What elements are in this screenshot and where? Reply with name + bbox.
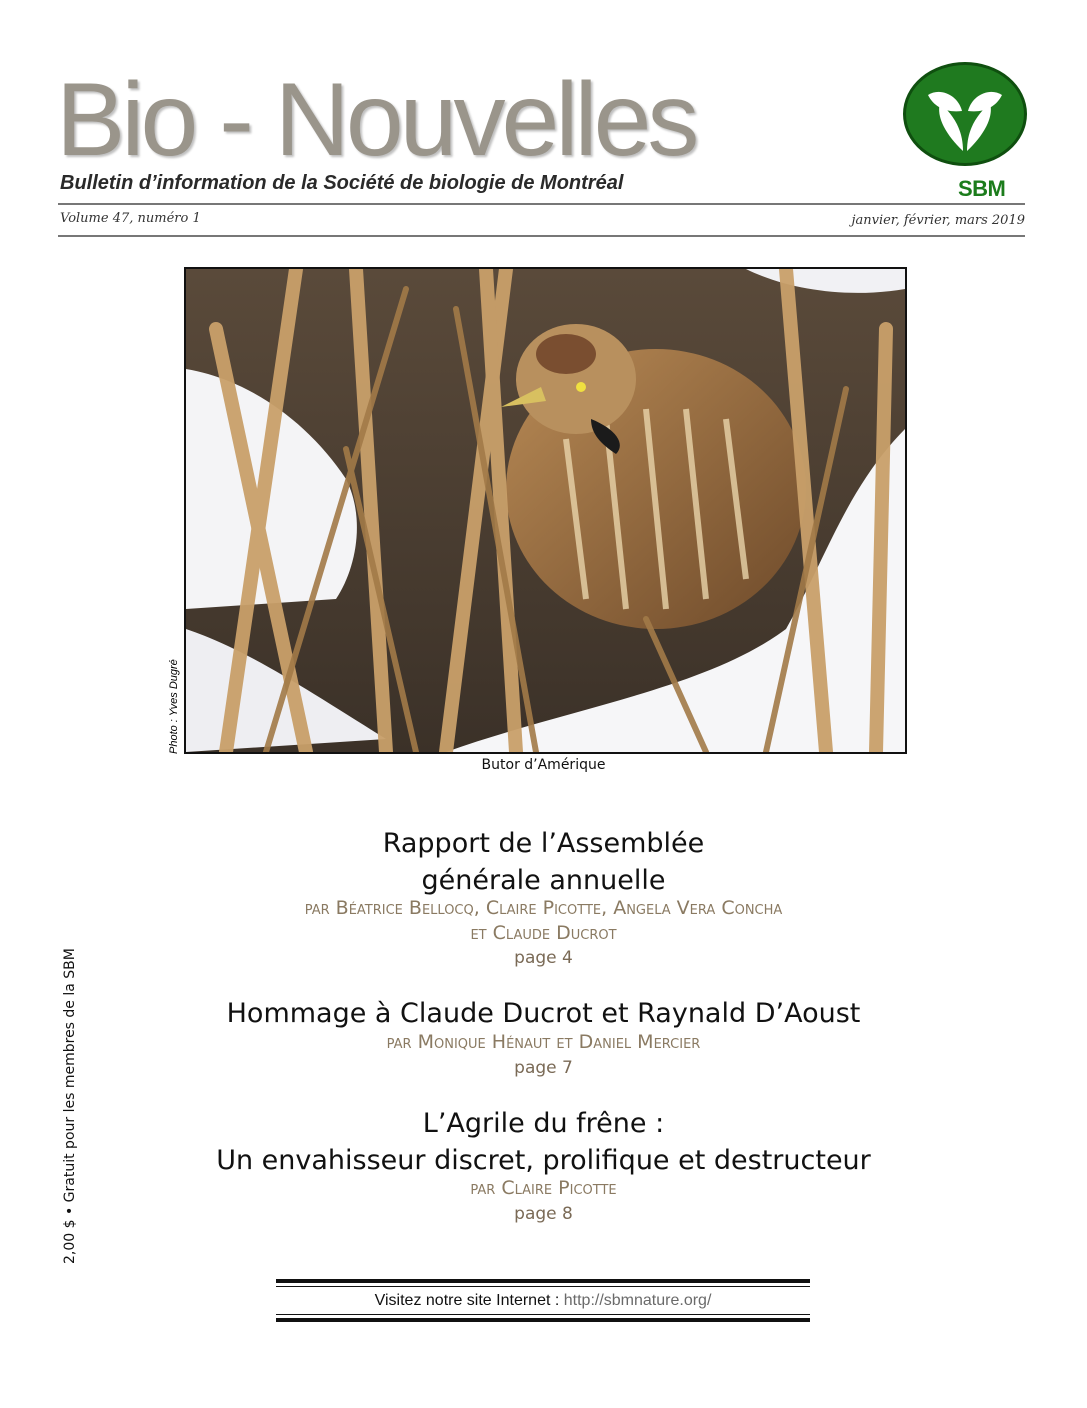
footer-website	[276, 1292, 810, 1310]
volume-number: Volume 47, numéro 1	[60, 211, 201, 226]
footer-label: Visitez notre site Internet :	[374, 1292, 564, 1309]
article-page: page 8	[514, 1204, 573, 1224]
article-title: générale annuelle	[421, 865, 666, 896]
article-title: Hommage à Claude Ducrot et Raynald D’Aoust	[226, 998, 861, 1029]
footer-rule-top	[276, 1279, 810, 1283]
sbm-logo-text: SBM	[958, 176, 1006, 201]
masthead-rule-top	[58, 203, 1025, 205]
masthead-rule-bottom	[58, 235, 1025, 237]
article-byline: par Claire Picotte	[470, 1177, 617, 1199]
leaf-icon	[906, 65, 1024, 163]
article-byline: par Béatrice Bellocq, Claire Picotte, Angela Vera Concha	[304, 897, 783, 919]
article-title: L’Agrile du frêne :	[422, 1108, 665, 1139]
bittern-photo-illustration	[186, 269, 905, 752]
price-note: 2,00 $ • Gratuit pour les membres de la SBM	[62, 948, 78, 1264]
photo-caption: Butor d’Amérique	[481, 757, 606, 773]
photo-credit: Photo : Yves Dugré	[168, 659, 180, 754]
footer-rule-bottom	[276, 1318, 810, 1322]
issue-date: janvier, février, mars 2019	[851, 213, 1025, 228]
website-link[interactable]: http://sbmnature.org/	[563, 1292, 712, 1309]
footer-rule-top-thin	[276, 1286, 810, 1287]
masthead-title: Bio - Nouvelles	[56, 62, 696, 178]
cover-photo	[184, 267, 907, 754]
footer-rule-bottom-thin	[276, 1314, 810, 1315]
article-page: page 4	[514, 948, 573, 968]
article-title: Un envahisseur discret, prolifique et destructeur	[216, 1145, 871, 1176]
article-byline: et Claude Ducrot	[470, 922, 617, 944]
article-byline: par Monique Hénaut et Daniel Mercier	[386, 1031, 701, 1053]
article-title: Rapport de l’Assemblée	[382, 828, 705, 859]
masthead-subtitle: Bulletin d’information de la Société de biologie de Montréal	[60, 172, 624, 194]
article-page: page 7	[514, 1058, 573, 1078]
sbm-logo-icon	[903, 62, 1027, 166]
